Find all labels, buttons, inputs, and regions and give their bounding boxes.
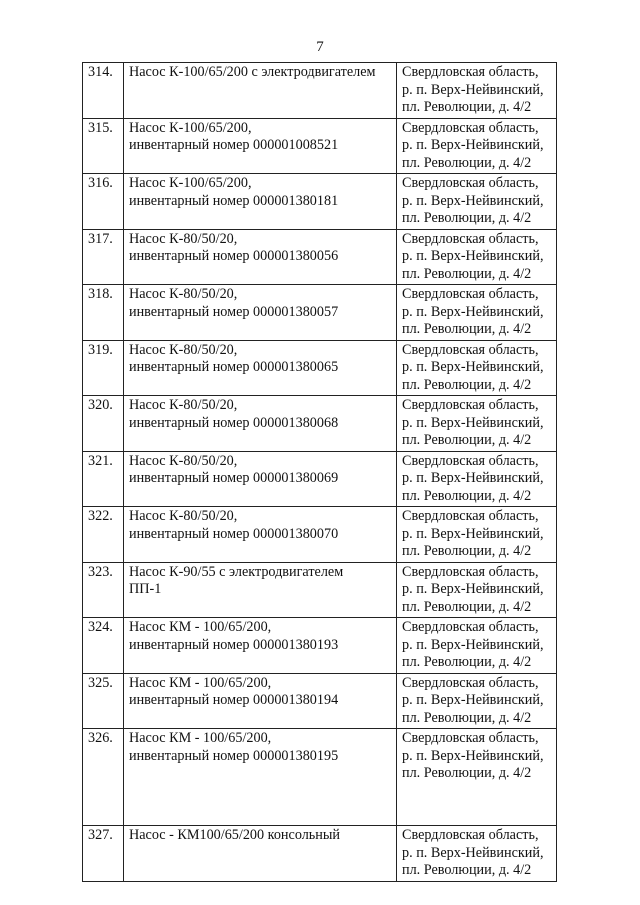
item-name-cell <box>124 673 397 729</box>
item-name-cell <box>124 285 397 341</box>
page-number: 7 <box>316 39 324 55</box>
item-name-line: инвентарный номер 000001380195 <box>129 747 339 764</box>
address-line: р. п. Верх-Нейвинский, <box>402 470 544 486</box>
address-line: р. п. Верх-Нейвинский, <box>402 525 544 542</box>
item-name-line: инвентарный номер 000001380069 <box>129 470 339 486</box>
item-name-cell <box>124 507 397 563</box>
table-row <box>83 229 557 285</box>
row-number: 323. <box>83 562 124 618</box>
address-line: пл. Революции, д. 4/2 <box>402 598 532 615</box>
table-row <box>83 826 557 882</box>
address-line: пл. Революции, д. 4/2 <box>402 376 532 393</box>
address-line: р. п. Верх-Нейвинский, <box>402 844 544 861</box>
address-line: р. п. Верх-Нейвинский, <box>402 137 544 153</box>
item-name-line: Насос КМ - 100/65/200, <box>129 674 272 691</box>
address-cell <box>397 826 557 882</box>
row-number: 319. <box>83 340 124 396</box>
table-row <box>83 396 557 452</box>
address-line: пл. Революции, д. 4/2 <box>402 765 532 781</box>
row-number: 321. <box>83 451 124 507</box>
address-cell <box>397 229 557 285</box>
row-number: 324. <box>83 618 124 674</box>
row-number: 314. <box>83 63 124 119</box>
address-line: Свердловская область, <box>402 452 539 469</box>
address-line: Свердловская область, <box>402 64 539 80</box>
item-name-line: инвентарный номер 000001380194 <box>129 692 339 708</box>
item-name-line: Насос К-80/50/20, <box>129 452 238 469</box>
address-cell <box>397 340 557 396</box>
item-name-line: Насос К-80/50/20, <box>129 286 238 302</box>
item-name-line: Насос К-90/55 с электродвигателем <box>129 563 344 580</box>
table-row <box>83 63 557 119</box>
address-line: Свердловская область, <box>402 286 539 302</box>
item-name-cell <box>124 63 397 119</box>
address-line: пл. Революции, д. 4/2 <box>402 654 532 670</box>
address-cell <box>397 562 557 618</box>
item-name-cell <box>124 826 397 882</box>
row-number: 315. <box>83 118 124 174</box>
item-name-line: Насос К-80/50/20, <box>129 341 238 358</box>
item-name-cell <box>124 451 397 507</box>
address-line: пл. Революции, д. 4/2 <box>402 432 532 448</box>
address-line: р. п. Верх-Нейвинский, <box>402 303 544 320</box>
item-name-cell <box>124 562 397 618</box>
item-name-line: Насос К-100/65/200, <box>129 119 252 136</box>
address-line: р. п. Верх-Нейвинский, <box>402 248 544 264</box>
address-line: р. п. Верх-Нейвинский, <box>402 414 544 431</box>
item-name-line: Насос КМ - 100/65/200, <box>129 730 272 746</box>
pump-registry-table <box>82 62 557 882</box>
table-row <box>83 507 557 563</box>
item-name-line: Насос К-100/65/200, <box>129 175 252 191</box>
address-line: Свердловская область, <box>402 730 539 746</box>
address-line: пл. Революции, д. 4/2 <box>402 709 532 726</box>
address-line: Свердловская область, <box>402 341 539 358</box>
address-line: Свердловская область, <box>402 508 539 524</box>
address-cell <box>397 729 557 826</box>
item-name-line: Насос К-100/65/200 с электродвигателем <box>129 64 376 80</box>
address-line: Свердловская область, <box>402 230 539 247</box>
address-cell <box>397 63 557 119</box>
address-line: Свердловская область, <box>402 619 539 635</box>
address-line: пл. Революции, д. 4/2 <box>402 321 532 337</box>
row-number: 327. <box>83 826 124 882</box>
address-line: р. п. Верх-Нейвинский, <box>402 581 544 597</box>
address-line: Свердловская область, <box>402 827 539 843</box>
address-line: Свердловская область, <box>402 674 539 691</box>
address-cell <box>397 507 557 563</box>
table-row <box>83 729 557 826</box>
row-number: 317. <box>83 229 124 285</box>
row-number: 325. <box>83 673 124 729</box>
item-name-line: инвентарный номер 000001380068 <box>129 414 339 431</box>
item-name-cell <box>124 396 397 452</box>
item-name-line: инвентарный номер 000001008521 <box>129 137 339 153</box>
table-row <box>83 174 557 230</box>
row-number: 320. <box>83 396 124 452</box>
item-name-line: Насос КМ - 100/65/200, <box>129 619 272 635</box>
address-cell <box>397 118 557 174</box>
address-line: пл. Революции, д. 4/2 <box>402 154 532 171</box>
item-name-cell <box>124 229 397 285</box>
row-number: 316. <box>83 174 124 230</box>
table-row <box>83 285 557 341</box>
row-number: 322. <box>83 507 124 563</box>
address-line: Свердловская область, <box>402 563 539 580</box>
item-name-cell <box>124 618 397 674</box>
item-name-line: Насос К-80/50/20, <box>129 230 238 247</box>
address-line: пл. Революции, д. 4/2 <box>402 99 532 115</box>
item-name-line: инвентарный номер 000001380070 <box>129 525 339 542</box>
address-line: пл. Революции, д. 4/2 <box>402 543 532 559</box>
table-row <box>83 673 557 729</box>
address-cell <box>397 285 557 341</box>
item-name-line: Насос - КМ100/65/200 консольный <box>129 827 340 843</box>
table-row <box>83 562 557 618</box>
item-name-cell <box>124 118 397 174</box>
address-line: Свердловская область, <box>402 119 539 136</box>
address-line: пл. Революции, д. 4/2 <box>402 862 532 878</box>
address-line: р. п. Верх-Нейвинский, <box>402 747 544 764</box>
address-line: пл. Революции, д. 4/2 <box>402 487 532 504</box>
item-name-cell <box>124 729 397 826</box>
address-cell <box>397 451 557 507</box>
item-name-line: инвентарный номер 000001380057 <box>129 303 339 320</box>
address-line: р. п. Верх-Нейвинский, <box>402 192 544 209</box>
address-line: р. п. Верх-Нейвинский, <box>402 359 544 375</box>
address-line: р. п. Верх-Нейвинский, <box>402 692 544 708</box>
address-line: р. п. Верх-Нейвинский, <box>402 81 544 98</box>
table-row <box>83 340 557 396</box>
address-line: Свердловская область, <box>402 175 539 191</box>
item-name-cell <box>124 340 397 396</box>
item-name-line: ПП-1 <box>129 581 162 597</box>
address-line: р. п. Верх-Нейвинский, <box>402 636 544 653</box>
row-number: 318. <box>83 285 124 341</box>
address-cell <box>397 673 557 729</box>
table-row <box>83 618 557 674</box>
item-name-line: инвентарный номер 000001380193 <box>129 636 339 653</box>
row-number: 326. <box>83 729 124 826</box>
table-row <box>83 118 557 174</box>
item-name-line: инвентарный номер 000001380065 <box>129 359 339 375</box>
item-name-line: инвентарный номер 000001380056 <box>129 248 339 264</box>
address-cell <box>397 174 557 230</box>
table-row <box>83 451 557 507</box>
item-name-line: Насос К-80/50/20, <box>129 508 238 524</box>
registry-body <box>83 63 557 882</box>
address-line: пл. Революции, д. 4/2 <box>402 265 532 282</box>
address-cell <box>397 396 557 452</box>
address-line: Свердловская область, <box>402 397 539 413</box>
item-name-line: Насос К-80/50/20, <box>129 397 238 413</box>
item-name-cell <box>124 174 397 230</box>
item-name-line: инвентарный номер 000001380181 <box>129 192 339 209</box>
address-line: пл. Революции, д. 4/2 <box>402 210 532 226</box>
address-cell <box>397 618 557 674</box>
